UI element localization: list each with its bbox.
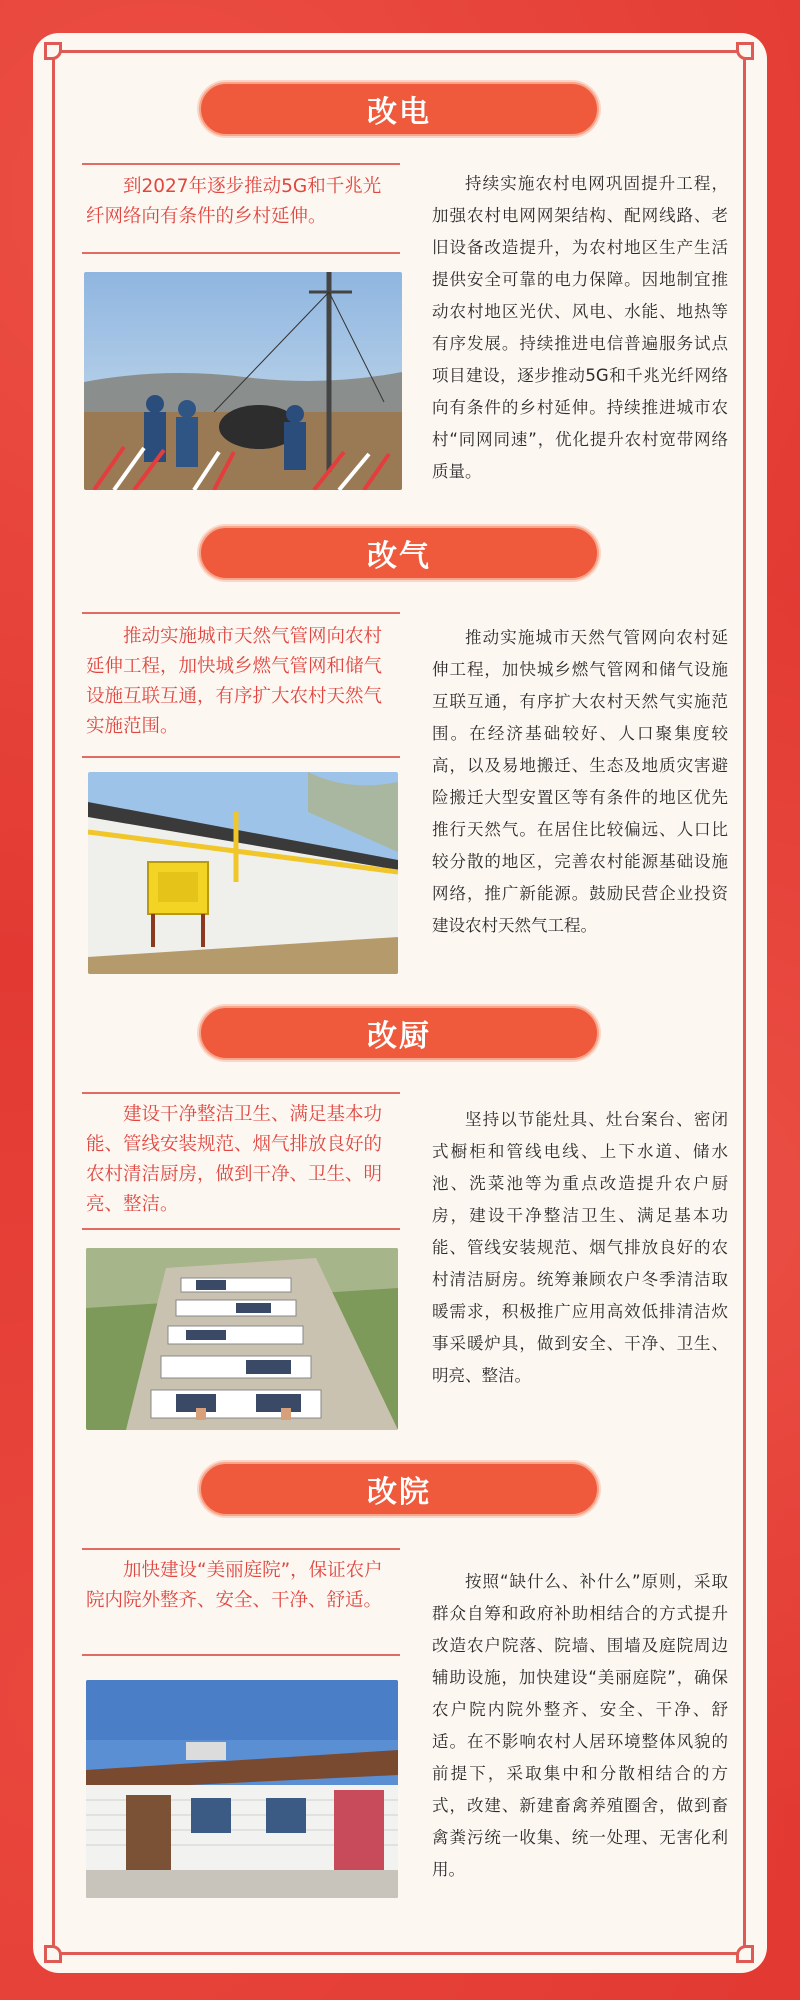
section-highlight-kitchen: 建设干净整洁卫生、满足基本功能、管线安装规范、烟气排放良好的农村清洁厨房，做到干净、卫生、明亮、整洁。 — [86, 1104, 383, 1215]
divider-line — [82, 1092, 400, 1094]
photo-village-rooftops — [86, 1248, 398, 1430]
section-highlight-courtyard: 加快建设“美丽庭院”，保证农户院内院外整齐、安全、干净、舒适。 — [86, 1560, 383, 1611]
section-title-courtyard: 改院 — [199, 1462, 599, 1516]
divider-line — [82, 1228, 400, 1230]
photo-power-workers — [84, 272, 402, 490]
photo-gas-pipeline-wall — [88, 772, 398, 974]
section-body-kitchen: 坚持以节能灶具、灶台案台、密闭式橱柜和管线电线、上下水道、储水池、洗菜池等为重点改造提升农户厨房，建设干净整洁卫生、满足基本功能、管线安装规范、烟气排放良好的农村清洁厨房。统筹兼顾农户冬季清洁取暖需求，积极推广应用高效低排清洁炊事采暖炉具，做到安全、干净、卫生、明亮、整洁。 — [432, 1110, 728, 1385]
divider-line — [82, 1548, 400, 1550]
section-body-gas: 推动实施城市天然气管网向农村延伸工程，加快城乡燃气管网和储气设施互联互通，有序扩大农村天然气实施范围。在经济基础较好、人口聚集度较高，以及易地搬迁、生态及地质灾害避险搬迁大型安置区等有条件的地区优先推行天然气。在居住比较偏远、人口比较分散的地区，完善农村能源基础设施网络，推广新能源。鼓励民营企业投资建设农村天然气工程。 — [432, 628, 728, 935]
section-title-electricity: 改电 — [199, 82, 599, 136]
divider-line — [82, 163, 400, 165]
section-title-kitchen: 改厨 — [199, 1006, 599, 1060]
divider-line — [82, 1654, 400, 1656]
section-body-courtyard: 按照“缺什么、补什么”原则，采取群众自筹和政府补助相结合的方式提升改造农户院落、院墙、围墙及庭院周边辅助设施，加快建设“美丽庭院”，确保农户院内院外整齐、安全、干净、舒适。在不影响农村人居环境整体风貌的前提下，采取集中和分散相结合的方式，改建、新建畜禽养殖圈舍，做到畜禽粪污统一收集、统一处理、无害化利用。 — [432, 1572, 728, 1879]
divider-line — [82, 756, 400, 758]
section-highlight-electricity: 到2027年逐步推动5G和千兆光纤网络向有条件的乡村延伸。 — [86, 176, 382, 227]
divider-line — [82, 252, 400, 254]
frame-corner — [736, 42, 754, 60]
section-body-electricity: 持续实施农村电网巩固提升工程，加强农村电网网架结构、配网线路、老旧设备改造提升，为农村地区生产生活提供安全可靠的电力保障。因地制宜推动农村地区光伏、风电、水能、地热等有序发展。持续推进电信普遍服务试点项目建设，逐步推动5G和千兆光纤网络向有条件的乡村延伸。持续推进城市农村“同网同速”，优化提升农村宽带网络质量。 — [432, 174, 728, 481]
section-title-gas: 改气 — [199, 526, 599, 580]
frame-corner — [44, 1945, 62, 1963]
photo-courtyard-house — [86, 1680, 398, 1898]
frame-corner — [736, 1945, 754, 1963]
section-highlight-gas: 推动实施城市天然气管网向农村延伸工程，加快城乡燃气管网和储气设施互联互通，有序扩大农村天然气实施范围。 — [86, 626, 383, 737]
frame-corner — [44, 42, 62, 60]
divider-line — [82, 612, 400, 614]
